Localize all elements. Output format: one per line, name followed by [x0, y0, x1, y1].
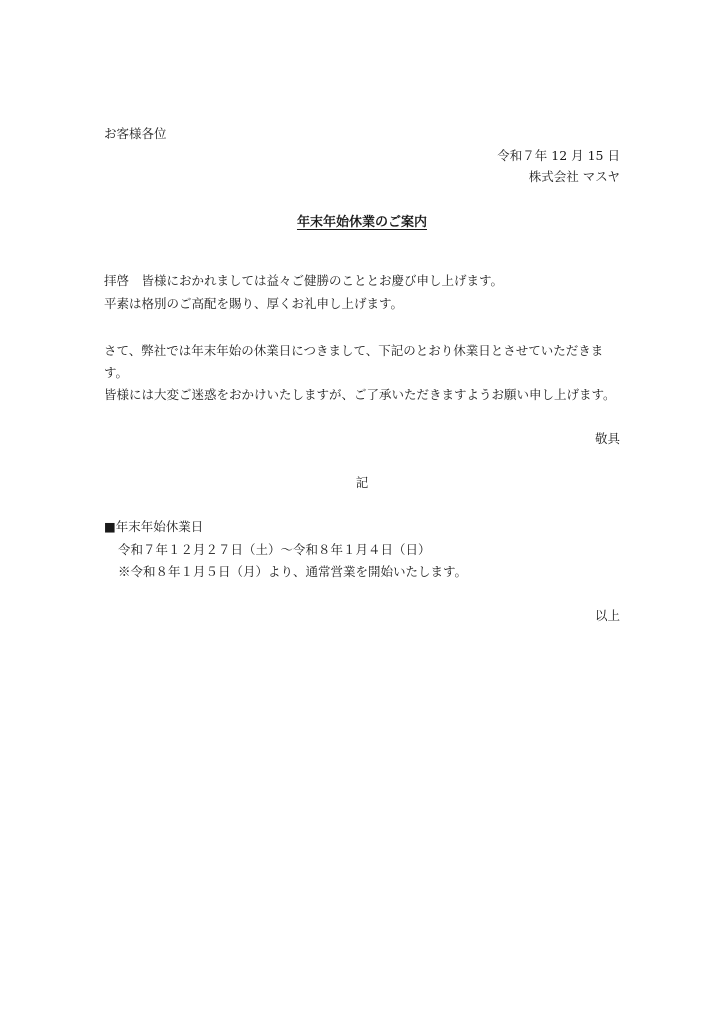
- greeting-line-2: 平素は格別のご高配を賜り、厚くお礼申し上げます。: [104, 296, 404, 311]
- holiday-section-heading: ■年末年始休業日: [104, 519, 204, 534]
- sender-company: 株式会社 マスヤ: [528, 169, 620, 184]
- body-line-2: す。: [104, 365, 129, 380]
- body-line-3: 皆様には大変ご迷惑をおかけいたしますが、ご了承いただきますようお願い申し上げます。: [104, 387, 616, 402]
- closing-keigu: 敬具: [594, 431, 620, 446]
- document-date: 令和７年 12 月 15 日: [497, 148, 620, 163]
- document-title: 年末年始休業のご案内: [296, 215, 427, 230]
- body-line-1: さて、弊社では年末年始の休業日につきまして、下記のとおり休業日とさせていただきま: [104, 343, 604, 358]
- addressee: お客様各位: [104, 126, 167, 141]
- greeting-line-1: 拝啓 皆様におかれましては益々ご健勝のこととお慶び申し上げます。: [104, 273, 504, 288]
- business-resume-note: ※令和８年１月５日（月）より、通常営業を開始いたします。: [118, 564, 468, 579]
- holiday-period: 令和７年１２月２７日（土）～令和８年１月４日（日）: [118, 542, 431, 557]
- closing-ijou: 以上: [594, 608, 620, 623]
- ki-heading: 記: [355, 475, 369, 490]
